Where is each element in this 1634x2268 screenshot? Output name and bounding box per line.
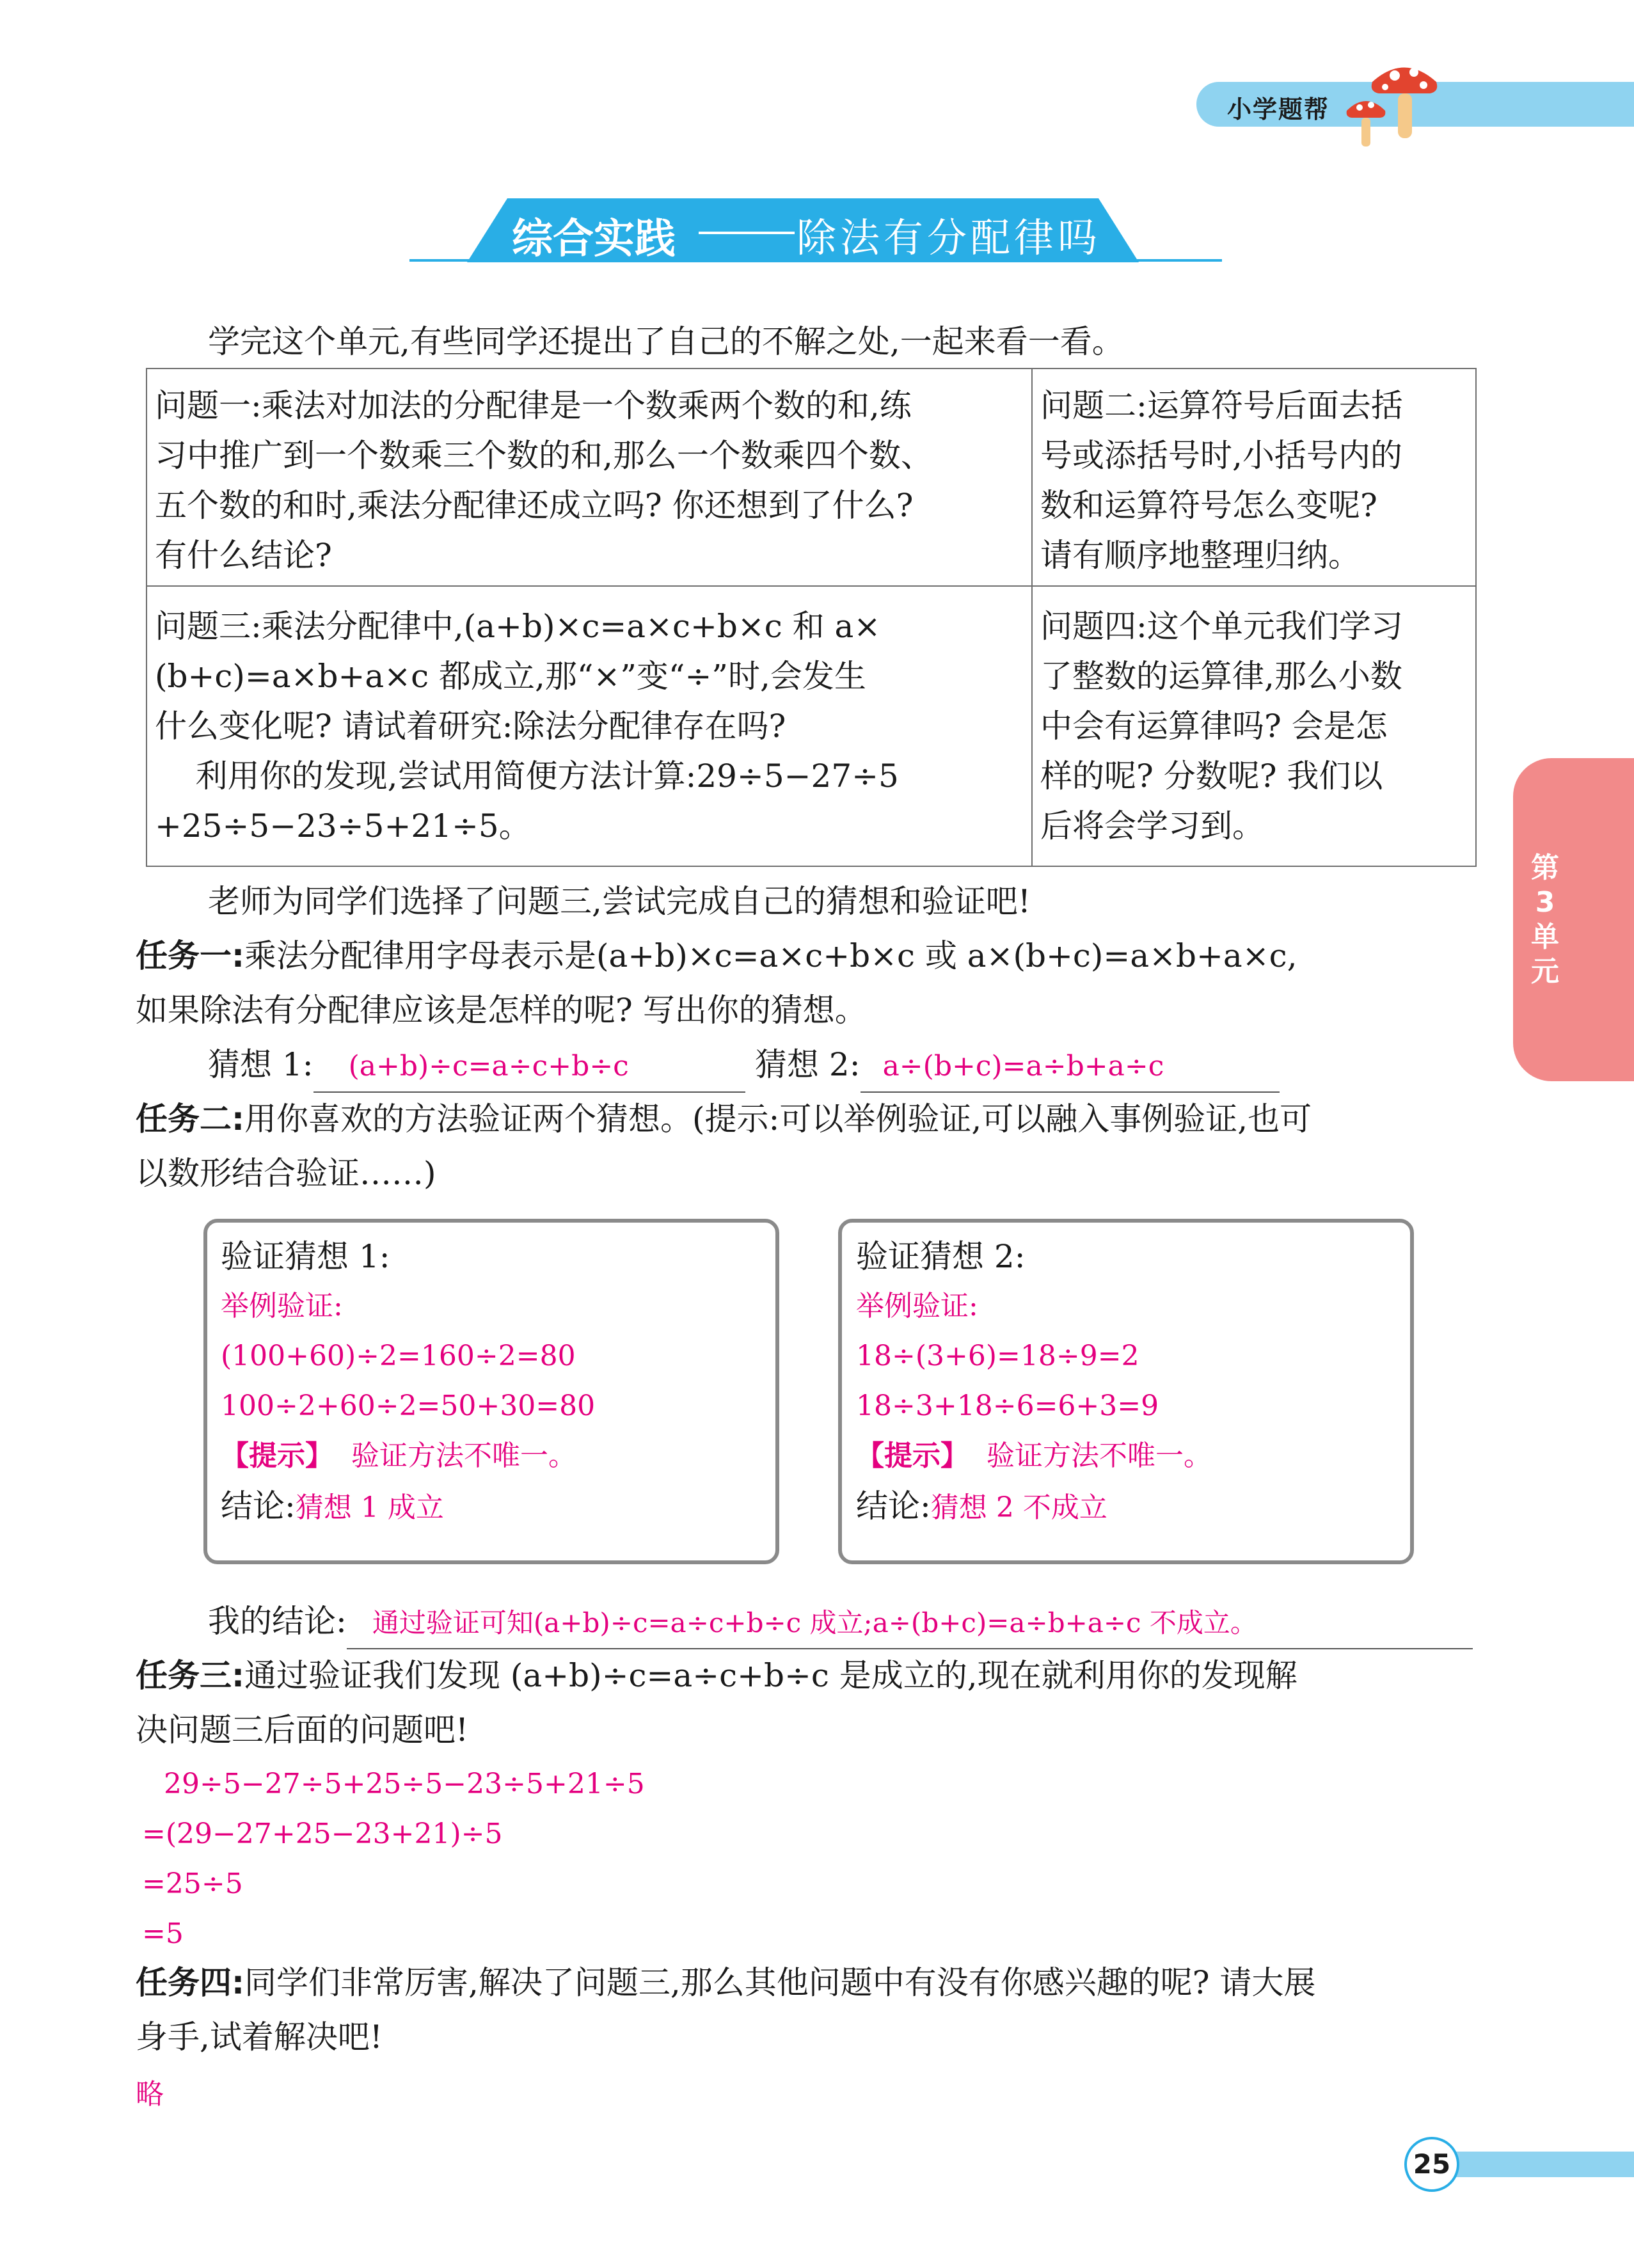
problem-2-line: 数和运算符号怎么变呢? — [1040, 487, 1377, 524]
problem-3-line: 问题三:乘法分配律中,(a+b)×c=a×c+b×c 和 a× — [155, 608, 881, 645]
hint-label: 【提示】 — [221, 1439, 333, 1472]
problem-1-line: 五个数的和时,乘法分配律还成立吗? 你还想到了什么? — [155, 487, 914, 524]
problem-1-line: 习中推广到一个数乘三个数的和,那么一个数乘四个数、 — [155, 437, 933, 474]
hint-label: 【提示】 — [856, 1439, 969, 1472]
task-4-text: 同学们非常厉害,解决了问题三,那么其他问题中有没有你感兴趣的呢? 请大展 — [244, 1964, 1316, 2001]
conclusion-text: 猜想 1 成立 — [295, 1491, 444, 1524]
task-4-label: 任务四: — [136, 1964, 244, 2001]
problem-1-line: 有什么结论? — [155, 537, 332, 574]
verify-2-conclusion — [856, 1481, 1212, 1533]
guess-1-answer: (a+b)÷c=a÷c+b÷c — [313, 1042, 745, 1093]
verify-1-content — [221, 1232, 595, 1533]
table-divider-vertical — [1031, 368, 1033, 867]
conclusion-label: 结论: — [221, 1487, 296, 1525]
teacher-note: 老师为同学们选择了问题三,尝试完成自己的猜想和验证吧! — [208, 883, 1031, 920]
hint-text: 验证方法不唯一。 — [351, 1439, 576, 1472]
problem-3-line: +25÷5−23÷5+21÷5。 — [155, 807, 531, 845]
task-2-text-2: 以数形结合验证……) — [136, 1155, 436, 1192]
problem-2-line: 问题二:运算符号后面去括 — [1040, 387, 1403, 424]
solution-step: =(29−27+25−23+21)÷5 — [142, 1818, 503, 1850]
solution-step: =5 — [142, 1917, 184, 1950]
verify-1-equation: 100÷2+60÷2=50+30=80 — [221, 1390, 596, 1422]
problem-4-line: 中会有运算律吗? 会是怎 — [1040, 708, 1388, 745]
verify-2-title: 验证猜想 2: — [856, 1238, 1026, 1275]
verify-1-equation: (100+60)÷2=160÷2=80 — [221, 1340, 576, 1372]
verify-2-content — [856, 1232, 1212, 1533]
verify-1-conclusion — [221, 1481, 595, 1533]
task-4-answer: 略 — [136, 2078, 164, 2111]
guess-2 — [755, 1040, 1280, 1093]
task-3-text: 通过验证我们发现 (a+b)÷c=a÷c+b÷c 是成立的,现在就利用你的发现解 — [244, 1657, 1297, 1694]
guess-2-label: 猜想 2: — [755, 1046, 861, 1083]
task-3-text-2: 决问题三后面的问题吧! — [136, 1711, 469, 1749]
task-3-solution — [142, 1759, 645, 1959]
verify-2-method: 举例验证: — [856, 1290, 978, 1322]
problem-3-line: 利用你的发现,尝试用简便方法计算:29÷5−27÷5 — [155, 757, 899, 795]
task-2-label: 任务二: — [136, 1100, 244, 1138]
task-1 — [136, 931, 1297, 981]
problem-3 — [155, 601, 899, 851]
task-1-label: 任务一: — [136, 937, 244, 974]
task-1-text-2: 如果除法有分配律应该是怎样的呢? 写出你的猜想。 — [136, 992, 867, 1029]
problem-4-line: 样的呢? 分数呢? 我们以 — [1040, 757, 1383, 795]
verify-1-hint — [221, 1431, 595, 1481]
problem-2 — [1040, 381, 1403, 580]
guess-1 — [208, 1040, 745, 1093]
footer-bar — [1452, 2152, 1634, 2177]
solution-step: =25÷5 — [142, 1868, 243, 1900]
guess-2-answer: a÷(b+c)=a÷b+a÷c — [861, 1042, 1280, 1093]
brand-name: 小学题帮 — [1227, 95, 1330, 123]
my-conclusion-answer: 通过验证可知(a+b)÷c=a÷c+b÷c 成立;a÷(b+c)=a÷b+a÷c 不成立。 — [347, 1598, 1473, 1649]
task-2 — [136, 1094, 1312, 1144]
problem-4 — [1040, 601, 1403, 851]
task-3 — [136, 1651, 1297, 1701]
verify-2-equation: 18÷(3+6)=18÷9=2 — [856, 1340, 1139, 1372]
problem-4-line: 问题四:这个单元我们学习 — [1040, 608, 1403, 645]
problem-2-line: 号或添括号时,小括号内的 — [1040, 437, 1402, 474]
my-conclusion — [208, 1596, 1473, 1649]
task-4-text-2: 身手,试着解决吧! — [136, 2018, 383, 2056]
my-conclusion-label: 我的结论: — [208, 1603, 347, 1640]
conclusion-label: 结论: — [856, 1487, 931, 1525]
page-number: 25 — [1404, 2137, 1459, 2192]
title-dash — [699, 232, 795, 234]
unit-label: 第3单元 — [1531, 852, 1559, 988]
title-bold: 综合实践 — [512, 216, 676, 263]
problem-4-line: 了整数的运算律,那么小数 — [1040, 658, 1402, 695]
task-2-text: 用你喜欢的方法验证两个猜想。(提示:可以举例验证,可以融入事例验证,也可 — [244, 1100, 1312, 1138]
solution-step: 29÷5−27÷5+25÷5−23÷5+21÷5 — [164, 1768, 645, 1800]
verify-1-title: 验证猜想 1: — [221, 1238, 390, 1275]
problem-4-line: 后将会学习到。 — [1040, 807, 1264, 845]
guess-1-label: 猜想 1: — [208, 1046, 313, 1083]
problem-1-line: 问题一:乘法对加法的分配律是一个数乘两个数的和,练 — [155, 387, 912, 424]
mushroom-icon — [1334, 56, 1468, 152]
problem-2-line: 请有顺序地整理归纳。 — [1040, 537, 1360, 574]
problem-3-line: (b+c)=a×b+a×c 都成立,那“×”变“÷”时,会发生 — [155, 658, 866, 695]
intro-text: 学完这个单元,有些同学还提出了自己的不解之处,一起来看一看。 — [208, 323, 1124, 360]
verify-1-method: 举例验证: — [221, 1290, 343, 1322]
table-divider-horizontal — [146, 585, 1477, 587]
task-3-label: 任务三: — [136, 1657, 244, 1694]
conclusion-text: 猜想 2 不成立 — [930, 1491, 1107, 1524]
verify-2-equation: 18÷3+18÷6=6+3=9 — [856, 1390, 1159, 1422]
page-title: 除法有分配律吗 — [797, 214, 1102, 261]
problem-3-line: 什么变化呢? 请试着研究:除法分配律存在吗? — [155, 708, 786, 745]
task-1-text: 乘法分配律用字母表示是(a+b)×c=a×c+b×c 或 a×(b+c)=a×b+a×c, — [244, 937, 1297, 974]
task-4 — [136, 1958, 1316, 2008]
problem-1 — [155, 381, 933, 580]
hint-text: 验证方法不唯一。 — [987, 1439, 1212, 1472]
verify-2-hint — [856, 1431, 1212, 1481]
